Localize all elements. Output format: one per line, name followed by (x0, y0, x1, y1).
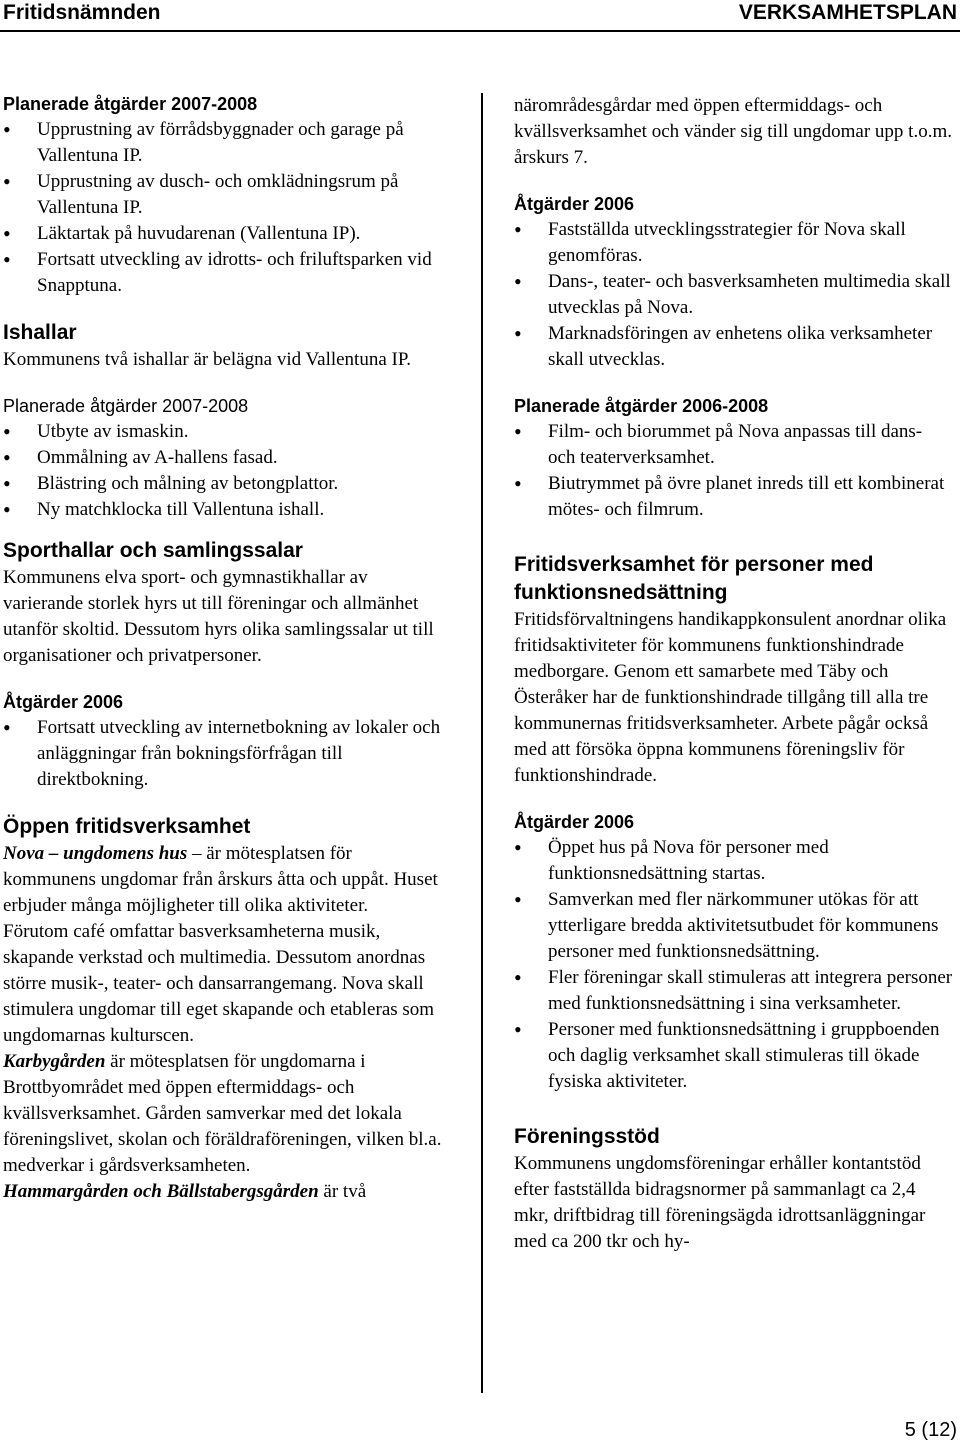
sporthallar-heading: Sporthallar och samlingssalar (3, 539, 303, 562)
foreningsstod-paragraph: Kommunens ungdomsföreningar erhåller kontantstöd efter fastställda bidragsnormer på sammanlagt ca 2,4 mkr, driftbidrag till föreningsägda idrottsanläggningar med ca 200 tkr och hy- (514, 1153, 926, 1252)
cafe-paragraph: Förutom café omfattar basverksamheterna musik, skapande verkstad och multimedia. Dessutom anordnas större musik-, teater- och dansarrangemang. Nova skall stimulera ungdomar till eget skapande och etableras som ungdomarnas kulturscen. (3, 921, 435, 1046)
hammargarden-name: Hammargården och Bällstabergsgården (3, 1181, 319, 1202)
nova-atgarder-list (514, 217, 954, 373)
ishallar-planned-list (3, 419, 448, 523)
atgarder-2006-heading: Åtgärder 2006 (3, 692, 124, 712)
karby-paragraph: Karbygården är mötesplatsen för ungdomarna i Brottbyområdet med öppen eftermiddags- och kvällsverksamhet. Gården samverkar med det lokala föreningslivet, skolan och föräldraföreningen, vilken bl.a. medverkar i gårdsverksamheten. (3, 1051, 442, 1176)
list-item: • Marknadsföringen av enhetens olika verksamheter skall utvecklas. (514, 321, 954, 373)
atgarder-2006-heading: Åtgärder 2006 (514, 812, 635, 832)
planned-2006-2008-heading: Planerade åtgärder 2006-2008 (514, 396, 769, 416)
hammargarden-paragraph: Hammargården och Bällstabergsgården är två (3, 1181, 367, 1202)
header-rule (0, 30, 960, 32)
list-item: • Samverkan med fler närkommuner utökas för att ytterligare bredda aktivitetsutbudet för kommunens personer med funktionsnedsättning. (514, 887, 954, 965)
planned-2006-2008-list (514, 419, 954, 523)
list-item: • Fortsatt utveckling av internetbokning av lokaler och anläggningar från bokningsförfrågan till direktbokning. (3, 715, 448, 793)
ishallar-planned-heading: Planerade åtgärder 2007-2008 (3, 396, 249, 416)
list-item: • Upprustning av förrådsbyggnader och garage på Vallentuna IP. (3, 117, 448, 169)
planned-2007-2008-heading: Planerade åtgärder 2007-2008 (3, 94, 258, 114)
list-item: • Fler föreningar skall stimuleras att integrera personer med funktionsnedsättning i sina verksamheter. (514, 965, 954, 1017)
header-document-type: VERKSAMHETSPLAN (738, 1, 957, 24)
funktionsnedsattning-heading: Fritidsverksamhet för personer med funktionsnedsättning (514, 553, 874, 604)
atgarder-2006-list (3, 715, 448, 793)
list-item: • Biutrymmet på övre planet inreds till ett kombinerat mötes- och filmrum. (514, 471, 954, 523)
atgarder-2006-heading: Åtgärder 2006 (514, 194, 635, 214)
oppen-fritidsverksamhet-heading: Öppen fritidsverksamhet (3, 815, 251, 838)
nova-paragraph: Nova – ungdomens hus – är mötesplatsen för kommunens ungdomar från årskurs åtta och uppåt. Huset erbjuder många möjligheter till olika aktiviteter. (3, 843, 438, 916)
funktionsnedsattning-atgarder-list (514, 835, 954, 1095)
list-item: • Ommålning av A-hallens fasad. (3, 445, 448, 471)
list-item: • Blästring och målning av betongplattor. (3, 471, 448, 497)
foreningsstod-heading: Föreningsstöd (514, 1125, 660, 1148)
ishallar-paragraph: Kommunens två ishallar är belägna vid Vallentuna IP. (3, 349, 412, 370)
list-item: • Fortsatt utveckling av idrotts- och friluftsparken vid Snapptuna. (3, 247, 448, 299)
funktionsnedsattning-paragraph: Fritidsförvaltningens handikappkonsulent anordnar olika fritidsaktiviteter för kommunens funktionshindrade medborgare. Genom ett samarbete med Täby och Österåker har de funktionshindrade tillgång till alla tre kommunernas fritidsverksamheter. Arbete pågår också med att försöka öppna kommunens föreningsliv för funktionshindrade. (514, 609, 947, 786)
planned-2007-2008-list (3, 117, 448, 299)
list-item: • Fastställda utvecklingsstrategier för Nova skall genomföras. (514, 217, 954, 269)
narområdesgardar-paragraph: närområdesgårdar med öppen eftermiddags- och kvällsverksamhet och vänder sig till ungdomar upp t.o.m. årskurs 7. (514, 95, 952, 168)
list-item: • Upprustning av dusch- och omklädningsrum på Vallentuna IP. (3, 169, 448, 221)
nova-name: Nova – ungdomens hus (3, 843, 188, 864)
list-item: • Läktartak på huvudarenan (Vallentuna IP). (3, 221, 448, 247)
sporthallar-paragraph: Kommunens elva sport- och gymnastikhallar av varierande storlek hyrs ut till föreningar och allmänhet utanför skoltid. Dessutom hyrs olika samlingssalar ut till organisationer och privatpersoner. (3, 567, 434, 666)
left-column (3, 91, 448, 1205)
page-number: 5 (12) (904, 1419, 957, 1441)
column-divider (481, 93, 483, 1393)
header-organization: Fritidsnämnden (3, 1, 161, 24)
right-column (514, 93, 954, 1255)
karby-name: Karbygården (3, 1051, 106, 1072)
list-item: • Utbyte av ismaskin. (3, 419, 448, 445)
list-item: • Dans-, teater- och basverksamheten multimedia skall utvecklas på Nova. (514, 269, 954, 321)
list-item: • Ny matchklocka till Vallentuna ishall. (3, 497, 448, 523)
list-item: • Öppet hus på Nova för personer med funktionsnedsättning startas. (514, 835, 954, 887)
list-item: • Film- och biorummet på Nova anpassas till dans- och teaterverksamhet. (514, 419, 954, 471)
ishallar-heading: Ishallar (3, 321, 77, 344)
list-item: • Personer med funktionsnedsättning i gruppboenden och daglig verksamhet skall stimuleras till ökade fysiska aktiviteter. (514, 1017, 954, 1095)
